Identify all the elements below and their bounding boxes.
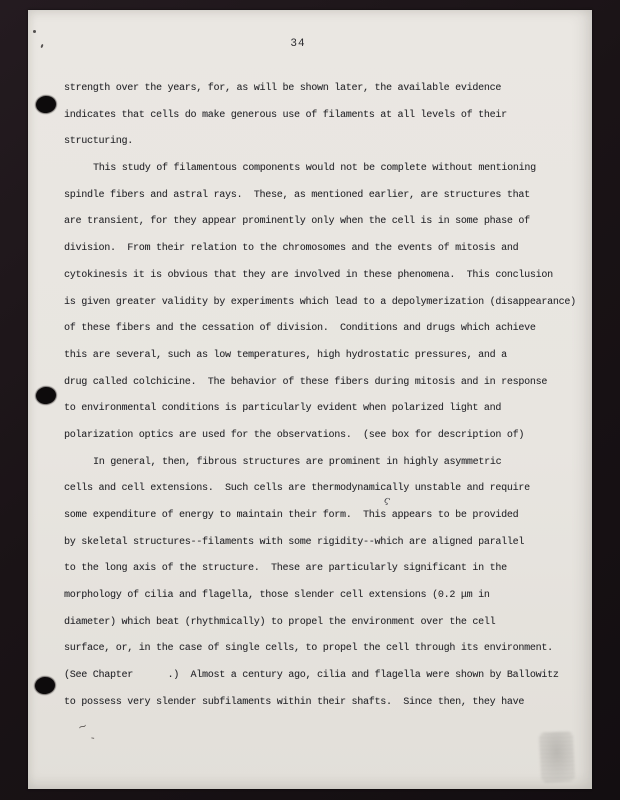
text-line: division. From their relation to the chromosomes and the events of mitosis and: [64, 243, 519, 255]
text-line: is given greater validity by experiments which lead to a depolymerization (disappearance): [64, 296, 576, 308]
typed-text-block: [64, 76, 584, 717]
text-line: diameter) which beat (rhythmically) to propel the environment over the cell: [64, 616, 496, 628]
hole-punch-dot: [34, 676, 56, 695]
dust-speck: [40, 44, 43, 48]
text-line: (See Chapter .) Almost a century ago, cilia and flagella were shown by Ballowitz: [64, 670, 559, 682]
text-line: structuring.: [64, 136, 134, 148]
text-line: this are several, such as low temperatures, high hydrostatic pressures, and a: [64, 349, 507, 361]
text-line: cytokinesis it is obvious that they are involved in these phenomena. This conclusion: [64, 269, 553, 281]
page-number: 34: [290, 38, 306, 50]
text-line: by skeletal structures--filaments with some rigidity--which are aligned parallel: [64, 536, 525, 548]
hole-punch-dot: [35, 95, 57, 114]
text-line: drug called colchicine. The behavior of these fibers during mitosis and in response: [64, 376, 548, 388]
text-line: are transient, for they appear prominently only when the cell is in some phase of: [64, 216, 530, 228]
text-line: to environmental conditions is particularly evident when polarized light and: [64, 403, 502, 415]
handwritten-insert-mark: ς: [382, 494, 391, 507]
text-line: to possess very slender subfilaments within their shafts. Since then, they have: [64, 696, 525, 708]
text-line: morphology of cilia and flagella, those slender cell extensions (0.2 μm in: [64, 590, 490, 602]
text-line: strength over the years, for, as will be shown later, the available evidence: [64, 83, 502, 94]
text-line: In general, then, fibrous structures are prominent in highly asymmetric: [93, 456, 502, 468]
hole-punch-dot: [35, 386, 57, 405]
dust-speck: [33, 30, 36, 33]
document-page: [28, 10, 592, 789]
text-line: indicates that cells do make generous use of filaments at all levels of their: [64, 109, 507, 121]
text-line: surface, or, in the case of single cells, to propel the cell through its environment.: [64, 643, 553, 655]
text-line: some expenditure of energy to maintain their form. This appears to be provided: [64, 510, 519, 521]
text-line: of these fibers and the cessation of division. Conditions and drugs which achieve: [64, 323, 536, 335]
text-line: spindle fibers and astral rays. These, as mentioned earlier, are structures that: [64, 189, 530, 201]
text-line: cells and cell extensions. Such cells are thermodynamically unstable and require: [64, 483, 530, 495]
text-line: to the long axis of the structure. These are particularly significant in the: [64, 563, 507, 575]
pencil-mark: -: [90, 730, 96, 745]
text-line: polarization optics are used for the observations. (see box for description of): [64, 429, 525, 441]
text-line: This study of filamentous components would not be complete without mentioning: [93, 163, 536, 175]
pencil-mark: ~: [76, 718, 90, 735]
stamp-smudge: [539, 731, 576, 783]
